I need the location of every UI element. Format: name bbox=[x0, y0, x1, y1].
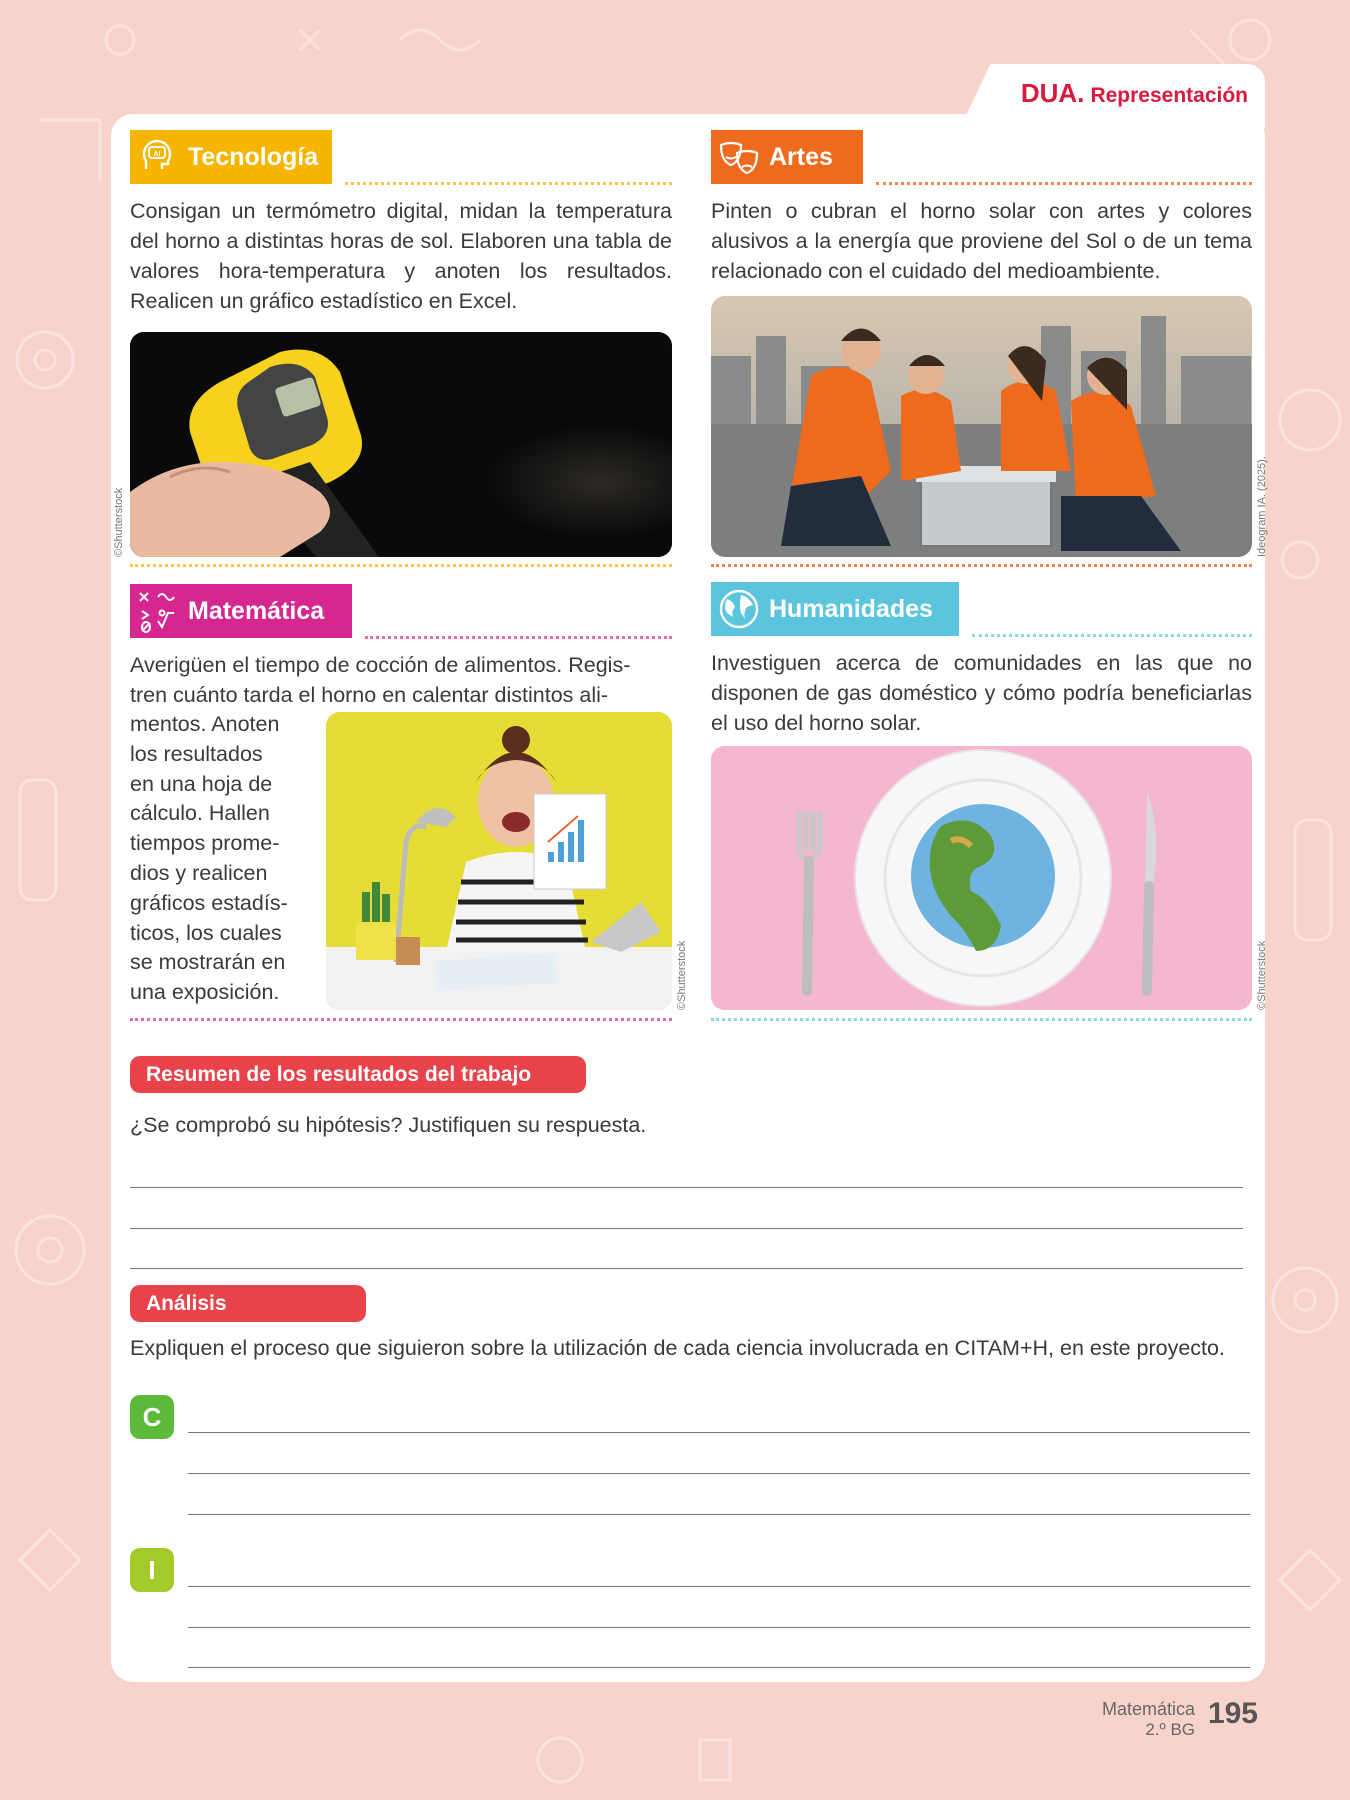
section-header-humanidades bbox=[711, 582, 959, 636]
section-header-artes bbox=[711, 130, 863, 184]
section-title-humanidades: Humanidades bbox=[769, 594, 933, 623]
answer-line[interactable] bbox=[130, 1187, 1243, 1188]
resumen-label: Resumen de los resultados del trabajo bbox=[130, 1056, 586, 1093]
divider-humanidades-bottom bbox=[711, 1018, 1252, 1021]
dua-sub: Representación bbox=[1090, 84, 1248, 107]
text-artes: Pinten o cubran el horno solar con artes y colores alusivos a la energía que proviene del Sol o de un tema relacionado con el cuidado del medioambiente. bbox=[711, 199, 1252, 283]
side-line: cálculo. Hallen bbox=[130, 801, 270, 826]
resumen-question: ¿Se comprobó su hipótesis? Justifiquen su respuesta. bbox=[130, 1113, 647, 1137]
footer-grade: 2.º BG bbox=[1145, 1720, 1195, 1739]
globe-icon bbox=[717, 587, 761, 631]
credit-artes: Ideogram IA. (2025). bbox=[1256, 456, 1268, 557]
divider-artes bbox=[876, 182, 1252, 185]
text-matematica-side bbox=[130, 710, 320, 1008]
answer-line-i[interactable] bbox=[188, 1586, 1250, 1587]
section-title-tecnologia: Tecnología bbox=[188, 142, 319, 171]
side-line: mentos. Anoten bbox=[130, 712, 280, 736]
text-humanidades: Investiguen acerca de comunidades en las que no disponen de gas doméstico y cómo podría beneficiarlas el uso del horno solar. bbox=[711, 651, 1252, 735]
side-line: los resultados bbox=[130, 741, 263, 766]
divider-matematica-bottom bbox=[130, 1018, 672, 1021]
badge-i: I bbox=[130, 1548, 174, 1592]
footer-subject: Matemática bbox=[1101, 1699, 1195, 1719]
side-line: dios y realicen bbox=[130, 860, 268, 885]
side-line: se mostrarán en bbox=[130, 950, 286, 975]
answer-line-c[interactable] bbox=[188, 1432, 1250, 1433]
photo-woman-with-chart bbox=[326, 712, 672, 1010]
side-line: en una hoja de bbox=[130, 771, 273, 796]
side-line: una exposición. bbox=[130, 980, 280, 1005]
robot-head-icon bbox=[136, 135, 180, 179]
section-header-matematica bbox=[130, 584, 352, 638]
badge-c: C bbox=[130, 1395, 174, 1439]
divider-artes-bottom bbox=[711, 564, 1252, 567]
answer-line[interactable] bbox=[130, 1268, 1243, 1269]
credit-matematica: ©Shutterstock bbox=[676, 940, 688, 1010]
analisis-label: Análisis bbox=[130, 1285, 366, 1322]
section-title-artes: Artes bbox=[769, 142, 833, 171]
page-number: 195 bbox=[1207, 1697, 1258, 1730]
side-line: tiempos prome- bbox=[130, 831, 280, 856]
photo-students-solar-oven bbox=[711, 296, 1252, 557]
text-matematica-line-1: Averigüen el tiempo de cocción de alimentos. Regis- bbox=[130, 653, 631, 677]
photo-thermometer bbox=[130, 332, 672, 557]
divider-matematica bbox=[365, 636, 672, 639]
dua-strong: DUA. bbox=[1020, 78, 1085, 108]
divider-tecnologia-bottom bbox=[130, 564, 672, 567]
side-line: ticos, los cuales bbox=[130, 920, 282, 945]
photo-globe-on-plate bbox=[711, 746, 1252, 1010]
divider-tecnologia bbox=[345, 182, 672, 185]
theater-masks-icon bbox=[717, 135, 761, 179]
math-symbols-icon bbox=[136, 589, 180, 633]
robot-icon-text: AI bbox=[153, 151, 161, 158]
answer-line-i[interactable] bbox=[188, 1667, 1250, 1668]
answer-line-c[interactable] bbox=[188, 1514, 1250, 1515]
analisis-instruction: Expliquen el proceso que siguieron sobre la utilización de cada ciencia involucrada en CITAM+H, en este proyecto. bbox=[130, 1336, 1225, 1360]
text-matematica-line-2: tren cuánto tarda el horno en calentar distintos ali- bbox=[130, 683, 609, 707]
answer-line-i[interactable] bbox=[188, 1627, 1250, 1628]
dua-heading bbox=[1021, 78, 1248, 109]
side-line: gráficos estadís- bbox=[130, 890, 288, 915]
section-header-tecnologia bbox=[130, 130, 332, 184]
section-title-matematica: Matemática bbox=[188, 596, 325, 625]
credit-tecnologia: ©Shutterstock bbox=[113, 487, 125, 557]
divider-humanidades bbox=[972, 634, 1252, 637]
credit-humanidades: ©Shutterstock bbox=[1256, 940, 1268, 1010]
answer-line-c[interactable] bbox=[188, 1473, 1250, 1474]
answer-line[interactable] bbox=[130, 1228, 1243, 1229]
text-tecnologia: Consigan un termómetro digital, midan la temperatura del horno a distintas horas de sol. Elaboren una tabla de valores hora-temperatura y anoten los resultados. Realicen un gráfico estadístico en Excel. bbox=[130, 199, 672, 313]
